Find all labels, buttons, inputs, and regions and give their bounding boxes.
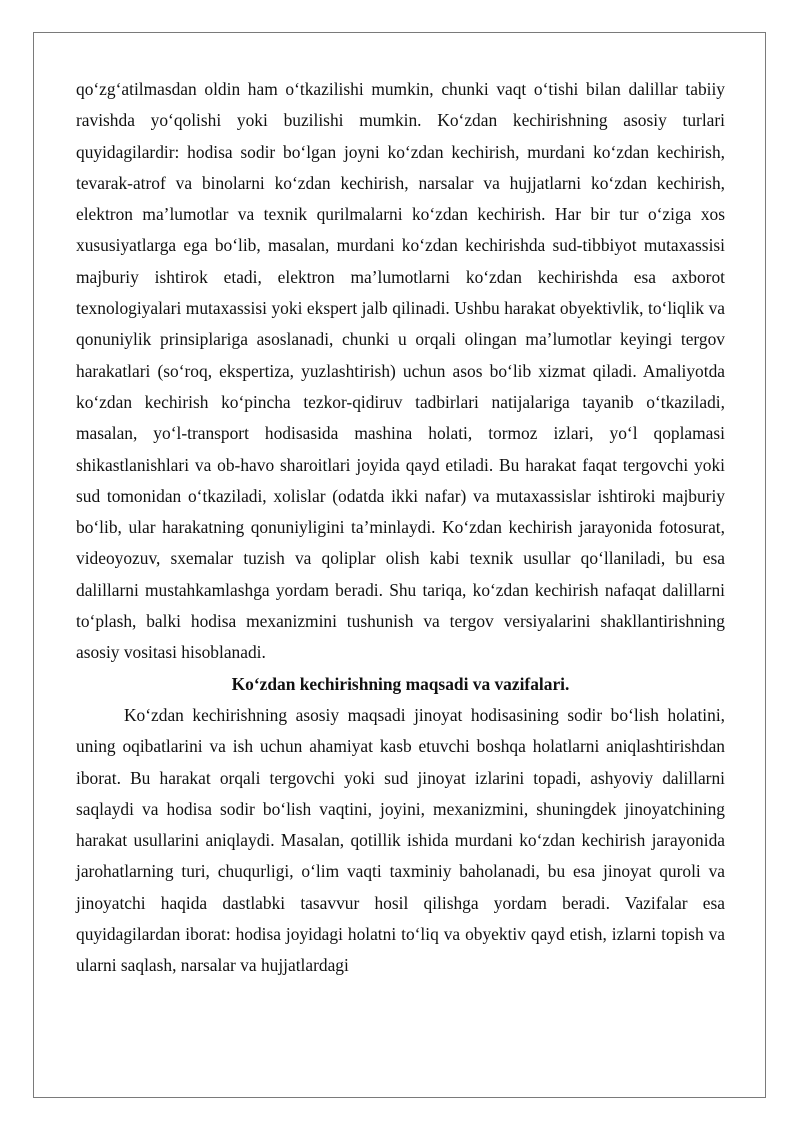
- section-heading: Ko‘zdan kechirishning maqsadi va vazifalari.: [231, 673, 570, 694]
- body-paragraph: qo‘zg‘atilmasdan oldin ham o‘tkazilishi mumkin, chunki vaqt o‘tishi bilan dalillar tabiiy ravishda yo‘qolishi yoki buzilishi mumkin. Ko‘zdan kechirishning asosiy turlari quyidagilardir: hodisa sodir bo‘lgan joyni ko‘zdan kechirish, murdani ko‘zdan kechirish, tevarak-atrof va binolarni ko‘zdan kechirish, narsalar va hujjatlarni ko‘zdan kechirish, elektron ma’lumotlar va texnik qurilmalarni ko‘zdan kechirish. Har bir tur o‘ziga xos xususiyatlarga ega bo‘lib, masalan, murdani ko‘zdan kechirishda sud-tibbiyot mutaxassisi majburiy ishtirok etadi, elektron ma’lumotlarni ko‘zdan kechirishda esa axborot texnologiyalari mutaxassisi yoki ekspert jalb qilinadi. Ushbu harakat obyektivlik, to‘liqlik va qonuniylik prinsiplariga asoslanadi, chunki u orqali olingan ma’lumotlar keyingi tergov harakatlari (so‘roq, ekspertiza, yuzlashtirish) uchun asos bo‘lib xizmat qiladi. Amaliyotda ko‘zdan kechirish ko‘pincha tezkor-qidiruv tadbirlari natijalariga tayanib o‘tkaziladi, masalan, yo‘l-transport hodisasida mashina holati, tormoz izlari, yo‘l qoplamasi shikastlanishlari va ob-havo sharoitlari joyida qayd etiladi. Bu harakat faqat tergovchi yoki sud tomonidan o‘tkaziladi, xolislar (odatda ikki nafar) va mutaxassislar ishtiroki majburiy bo‘lib, ular harakatning qonuniyligini ta’minlaydi. Ko‘zdan kechirish jarayonida fotosurat, videoyozuv, sxemalar tuzish va qoliplar olish kabi texnik usullar qo‘llaniladi, bu esa dalillarni mustahkamlashga yordam beradi. Shu tariqa, ko‘zdan kechirish nafaqat dalillarni to‘plash, balki hodisa mexanizmini tushunish va tergov versiyalarini shakllantirishning asosiy vositasi hisoblanadi.: [76, 79, 725, 663]
- body-paragraph: Ko‘zdan kechirishning asosiy maqsadi jinoyat hodisasining sodir bo‘lish holatini, uning oqibatlarini va ish uchun ahamiyat kasb etuvchi boshqa holatlarni aniqlashtirishdan iborat. Bu harakat orqali tergovchi yoki sud jinoyat izlarini topadi, ashyoviy dalillarni saqlaydi va hodisa sodir bo‘lish vaqtini, joyini, mexanizmini, shuningdek jinoyatchining harakat usullarini aniqlaydi. Masalan, qotillik ishida murdani ko‘zdan kechirish jarayonida jarohatlarning turi, chuqurligi, o‘lim vaqti taxminiy baholanadi, bu esa jinoyat quroli va jinoyatchi haqida dastlabki tasavvur hosil qilishga yordam beradi. Vazifalar esa quyidagilardan iborat: hodisa joyidagi holatni to‘liq va obyektiv qayd etish, izlarni topish va ularni saqlash, narsalar va hujjatlardagi: [76, 704, 725, 976]
- document-body: [76, 74, 725, 982]
